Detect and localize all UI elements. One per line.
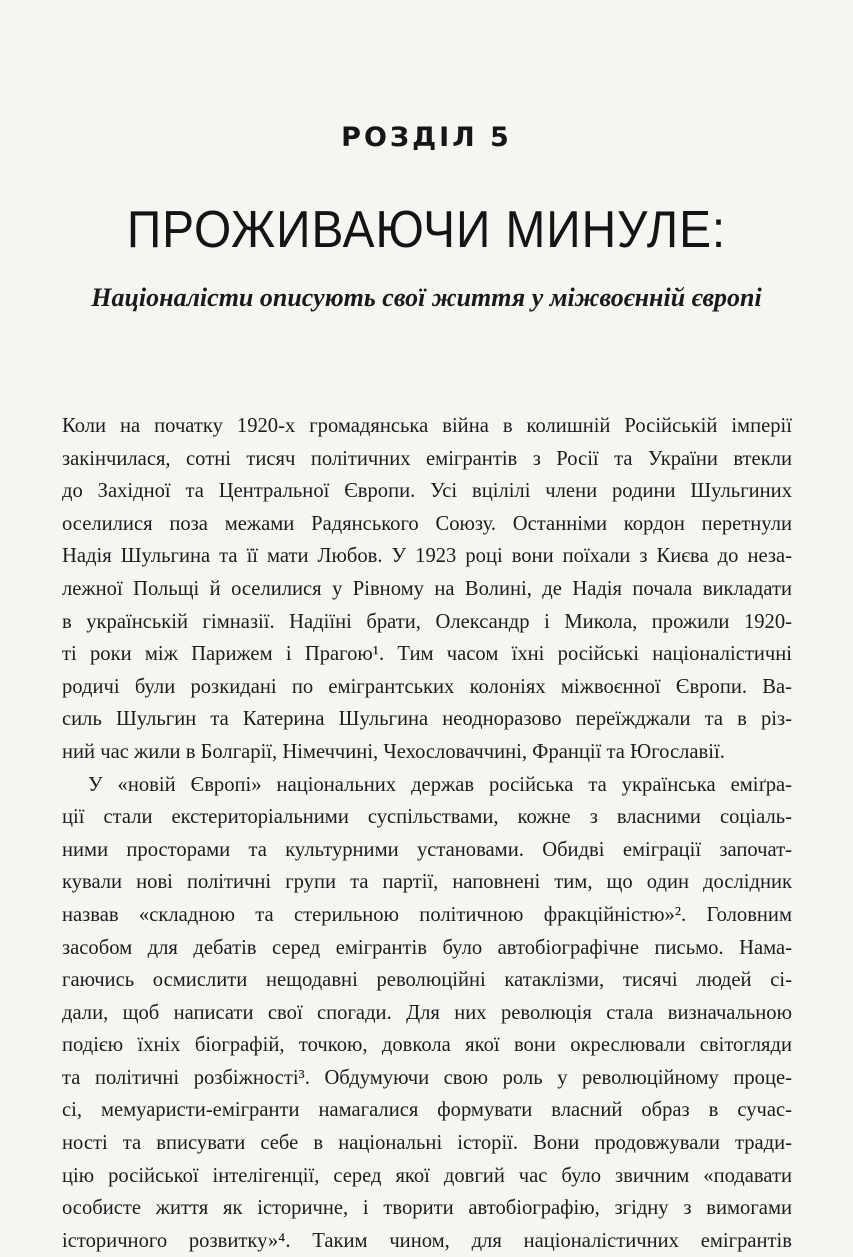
text-line: кували нові політичні групи та партії, наповнені тим, що один дослідник [62, 871, 792, 894]
chapter-subtitle: Націоналісти описують свої життя у міжвоєнній європі [91, 283, 762, 312]
text-line: дали, щоб написати свої спогади. Для них революція стала визначальною [62, 1001, 792, 1024]
text-line: ний час жили в Болгарії, Німеччині, Чехословаччині, Франції та Югославії. [62, 740, 725, 763]
paragraph-1 [62, 410, 792, 769]
text-line: оселилися поза межами Радянського Союзу. Останніми кордон перетнули [62, 512, 792, 535]
body-text [62, 410, 792, 1257]
paragraph-2 [62, 769, 792, 1257]
text-line: Надія Шульгина та її мати Любов. У 1923 році вони поїхали з Києва до неза- [62, 545, 792, 568]
text-line: закінчилася, сотні тисяч політичних емігрантів з Росії та України втекли [62, 447, 792, 470]
text-line: У «новій Європі» національних держав російська та українська еміґра- [88, 773, 792, 796]
text-line: цію російської інтелігенції, серед якої довгий час було звичним «подавати [62, 1164, 792, 1187]
text-line: подією їхніх біографій, точкою, довкола якої вони окреслювали світогляди [62, 1034, 792, 1057]
text-line: ними просторами та культурними установами. Обидві еміграції започат- [62, 838, 792, 861]
text-line: засобом для дебатів серед емігрантів було автобіографічне письмо. Нама- [62, 936, 792, 959]
text-line: силь Шульгин та Катерина Шульгина неодноразово переїжджали та в різ- [62, 708, 792, 731]
text-line: історичного розвитку»⁴. Таким чином, для націоналістичних емігрантів [62, 1229, 792, 1252]
text-line: Коли на початку 1920-х громадянська війна в колишній Російській імперії [62, 415, 792, 437]
text-line: назвав «складною та стерильною політичною фракційністю»². Головним [62, 903, 792, 926]
text-line: ції стали екстериторіальними суспільствами, кожне з власними соціаль- [62, 806, 792, 829]
text-line: до Західної та Центральної Європи. Усі вцілілі члени родини Шульгиних [62, 480, 792, 503]
chapter-label: РОЗДІЛ 5 [341, 122, 512, 153]
text-line: особисте життя як історичне, і творити автобіографію, згідну з вимогами [62, 1197, 792, 1220]
text-line: лежної Польщі й оселилися у Рівному на Волині, де Надія почала викладати [62, 577, 792, 600]
text-line: родичі були розкидані по емігрантських колоніях міжвоєнної Європи. Ва- [62, 675, 792, 698]
text-line: в українській гімназії. Надіїні брати, Олександр і Микола, прожили 1920- [62, 610, 792, 633]
text-line: та політичні розбіжності³. Обдумуючи свою роль у революційному проце- [62, 1066, 792, 1089]
text-line: ті роки між Парижем і Прагою¹. Тим часом їхні російські націоналістичні [62, 643, 792, 666]
chapter-title: ПРОЖИВАЮЧИ МИНУЛЕ: [126, 201, 727, 259]
text-line: гаючись осмислити нещодавні революційні катаклізми, тисячі людей сі- [62, 969, 792, 992]
text-line: сі, мемуаристи-емігранти намагалися формувати власний образ в сучас- [62, 1099, 792, 1122]
text-line: ності та вписувати себе в національні історії. Вони продовжували тради- [62, 1132, 792, 1155]
